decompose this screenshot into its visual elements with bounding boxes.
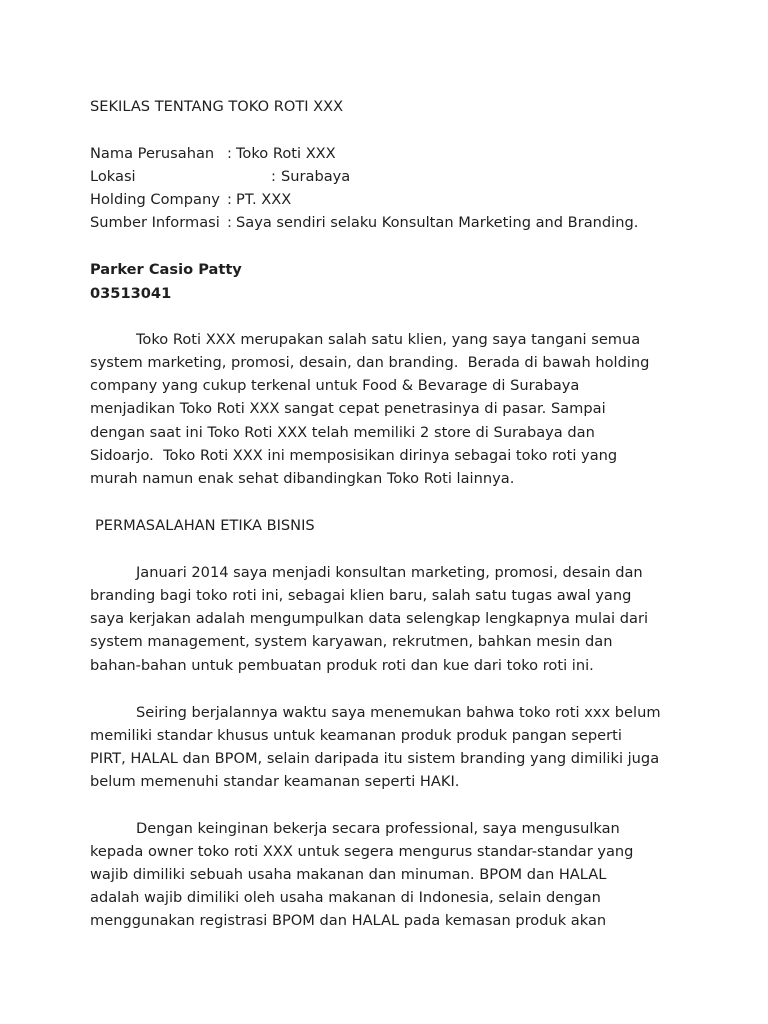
info-value-source: Saya sendiri selaku Konsultan Marketing and Branding. [236,214,639,231]
info-label-location: Lokasi [90,168,136,185]
info-value-location: Surabaya [281,168,351,185]
intro-line: company yang cukup terkenal untuk Food & Bevarage di Surabaya [90,377,580,394]
info-sep-holding: : [227,191,232,208]
para3-line: Dengan keinginan bekerja secara professional, saya mengusulkan [136,820,620,837]
intro-line: system marketing, promosi, desain, dan branding. Berada di bawah holding [90,354,650,371]
para2-line: belum memenuhi standar keamanan seperti HAKI. [90,773,460,790]
author-id: 03513041 [90,285,172,302]
author-name: Parker Casio Patty [90,261,242,278]
para3-line: kepada owner toko roti XXX untuk segera mengurus standar-standar yang [90,843,634,860]
info-label-holding: Holding Company [90,191,220,208]
para2-line: memiliki standar khusus untuk keamanan produk produk pangan seperti [90,727,622,744]
para2-line: Seiring berjalannya waktu saya menemukan bahwa toko roti xxx belum [136,704,661,721]
para2-line: PIRT, HALAL dan BPOM, selain daripada itu sistem branding yang dimiliki juga [90,750,660,767]
info-value-company: Toko Roti XXX [236,145,336,162]
info-sep-company: : [227,145,232,162]
para1-line: branding bagi toko roti ini, sebagai klien baru, salah satu tugas awal yang [90,587,632,604]
intro-line: dengan saat ini Toko Roti XXX telah memiliki 2 store di Surabaya dan [90,424,595,441]
info-label-source: Sumber Informasi [90,214,220,231]
intro-line: Toko Roti XXX merupakan salah satu klien, yang saya tangani semua [136,331,641,348]
para1-line: system management, system karyawan, rekrutmen, bahkan mesin dan [90,633,613,650]
info-value-holding: PT. XXX [236,191,292,208]
intro-line: menjadikan Toko Roti XXX sangat cepat penetrasinya di pasar. Sampai [90,400,606,417]
para1-line: Januari 2014 saya menjadi konsultan marketing, promosi, desain dan [136,564,643,581]
para1-line: bahan-bahan untuk pembuatan produk roti dan kue dari toko roti ini. [90,657,594,674]
document-title: SEKILAS TENTANG TOKO ROTI XXX [90,98,344,115]
para3-line: wajib dimiliki sebuah usaha makanan dan minuman. BPOM dan HALAL [90,866,607,883]
para3-line: menggunakan registrasi BPOM dan HALAL pada kemasan produk akan [90,912,607,929]
intro-line: Sidoarjo. Toko Roti XXX ini memposisikan dirinya sebagai toko roti yang [90,447,618,464]
info-sep-source: : [227,214,232,231]
section-heading: PERMASALAHAN ETIKA BISNIS [95,517,315,534]
para1-line: saya kerjakan adalah mengumpulkan data selengkap lengkapnya mulai dari [90,610,649,627]
para3-line: adalah wajib dimiliki oleh usaha makanan di Indonesia, selain dengan [90,889,601,906]
intro-line: murah namun enak sehat dibandingkan Toko Roti lainnya. [90,470,515,487]
info-label-company: Nama Perusahan [90,145,215,162]
info-sep-location: : [271,168,276,185]
